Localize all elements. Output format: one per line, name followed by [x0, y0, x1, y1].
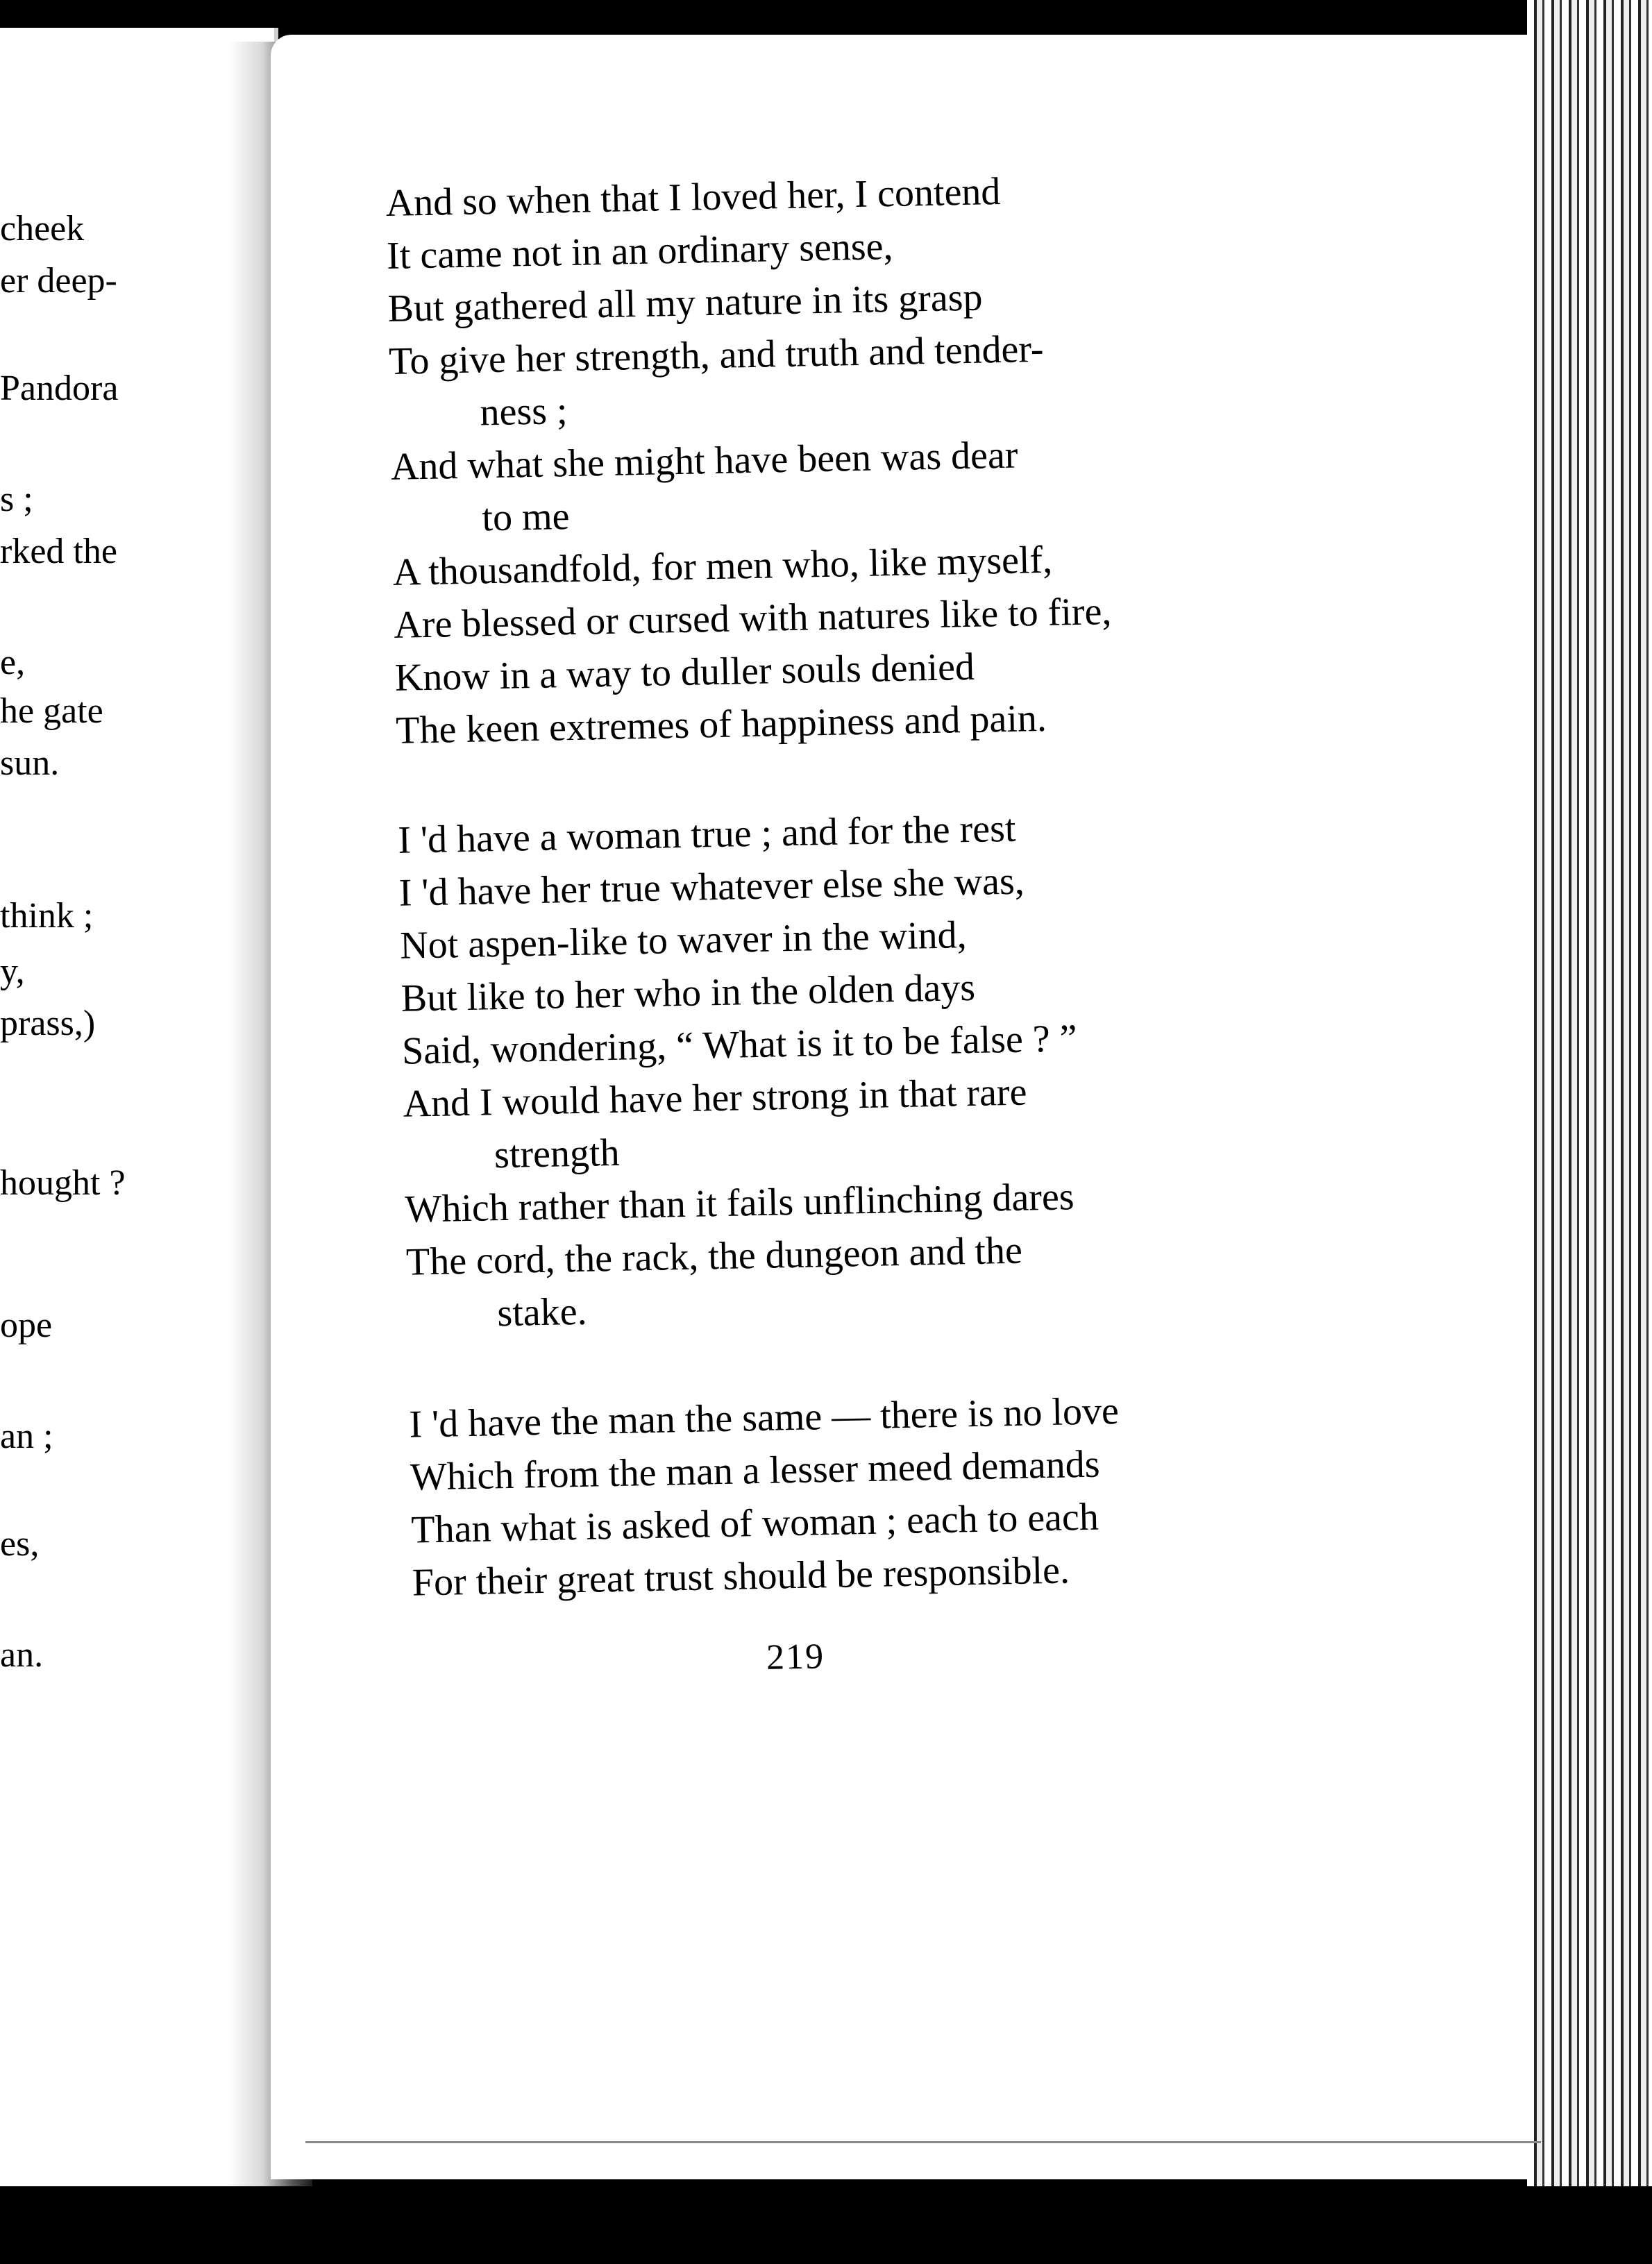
left-page-line-text: ope: [0, 1306, 53, 1345]
poem-line: Are blessed or cursed with natures like to fire,: [393, 590, 1112, 647]
left-page-line: [0, 1523, 222, 1565]
poem-line: It came not in an ordinary sense,: [386, 224, 893, 278]
poem-line: to me: [481, 495, 571, 540]
left-page-line: [0, 368, 222, 409]
left-page-line: [0, 531, 222, 573]
poem-line: The keen extremes of happiness and pain.: [395, 696, 1047, 752]
poem-line: But like to her who in the olden days: [401, 965, 976, 1020]
left-page-line-text: sun.: [0, 743, 60, 783]
left-page-line: [0, 1003, 222, 1045]
page-edges: [1527, 0, 1652, 2207]
left-page-line-text: y,: [0, 952, 25, 991]
left-page-line-text: e,: [0, 643, 26, 682]
poem-line: I 'd have the man the same — there is no love: [408, 1389, 1120, 1446]
poem-line: Not aspen-like to waver in the wind,: [399, 913, 968, 968]
left-page-line: [0, 1634, 222, 1676]
poem-line: And so when that I loved her, I contend: [385, 169, 1001, 225]
page-number: 219: [766, 1637, 825, 1678]
poem-line: A thousandfold, for men who, like myself,: [392, 538, 1053, 594]
poem-line: And what she might have been was dear: [390, 433, 1018, 489]
left-page-line-text: he gate: [0, 691, 103, 731]
poem-line: Said, wondering, “ What is it to be false ? ”: [401, 1017, 1078, 1073]
left-page-line: [0, 208, 222, 250]
left-page-line-text: cheek: [0, 209, 85, 248]
stanza: [385, 160, 1299, 757]
left-page-line: [0, 1163, 222, 1204]
page-bottom-edge: [305, 2141, 1541, 2143]
left-page-line: [0, 642, 222, 684]
poem-line: stake.: [496, 1290, 588, 1335]
left-page-line: [0, 1416, 222, 1458]
poem-line: And I would have her strong in that rare: [403, 1070, 1027, 1126]
left-page-line-text: think ;: [0, 896, 94, 936]
left-page-line-text: es,: [0, 1524, 40, 1564]
left-page-line: [0, 743, 222, 784]
left-page-line-text: rked the: [0, 532, 117, 571]
poem-line: Than what is asked of woman ; each to each: [410, 1495, 1099, 1552]
poem-line: The cord, the rack, the dungeon and the: [405, 1228, 1023, 1284]
poem-line: ness ;: [479, 389, 568, 434]
poem-line: I 'd have her true whatever else she was,: [398, 859, 1025, 915]
left-page-line: [0, 951, 222, 992]
poem-line: But gathered all my nature in its grasp: [387, 276, 983, 330]
left-page-line-text: prass,): [0, 1004, 96, 1043]
poem-line: To give her strength, and truth and tender-: [388, 327, 1045, 383]
left-page-line-text: an ;: [0, 1417, 53, 1456]
poem-line: I 'd have a woman true ; and for the rest: [397, 806, 1016, 862]
left-page-line-text: hought ?: [0, 1163, 126, 1203]
left-page-line: [0, 691, 222, 732]
left-page-line: [0, 260, 222, 302]
left-page-line: [0, 1305, 222, 1346]
poem-line: Which rather than it fails unflinching dares: [404, 1175, 1075, 1231]
poem-line: strength: [494, 1131, 621, 1177]
left-page-line-text: er deep-: [0, 261, 117, 301]
stanza: [398, 797, 1310, 1342]
poem-line: Which from the man a lesser meed demands: [410, 1442, 1101, 1499]
poem-text: [385, 160, 1317, 1691]
left-page-line: [0, 479, 222, 521]
left-page-line-text: s ;: [0, 480, 33, 519]
left-page-line: [0, 895, 222, 937]
stanza: [409, 1381, 1315, 1610]
poem-line: For their great trust should be responsible.: [412, 1548, 1070, 1605]
background-strip: [0, 2186, 1652, 2264]
left-page-line-text: Pandora: [0, 369, 119, 408]
left-page-line-text: an.: [0, 1635, 44, 1675]
poem-line: Know in a way to duller souls denied: [394, 645, 975, 700]
